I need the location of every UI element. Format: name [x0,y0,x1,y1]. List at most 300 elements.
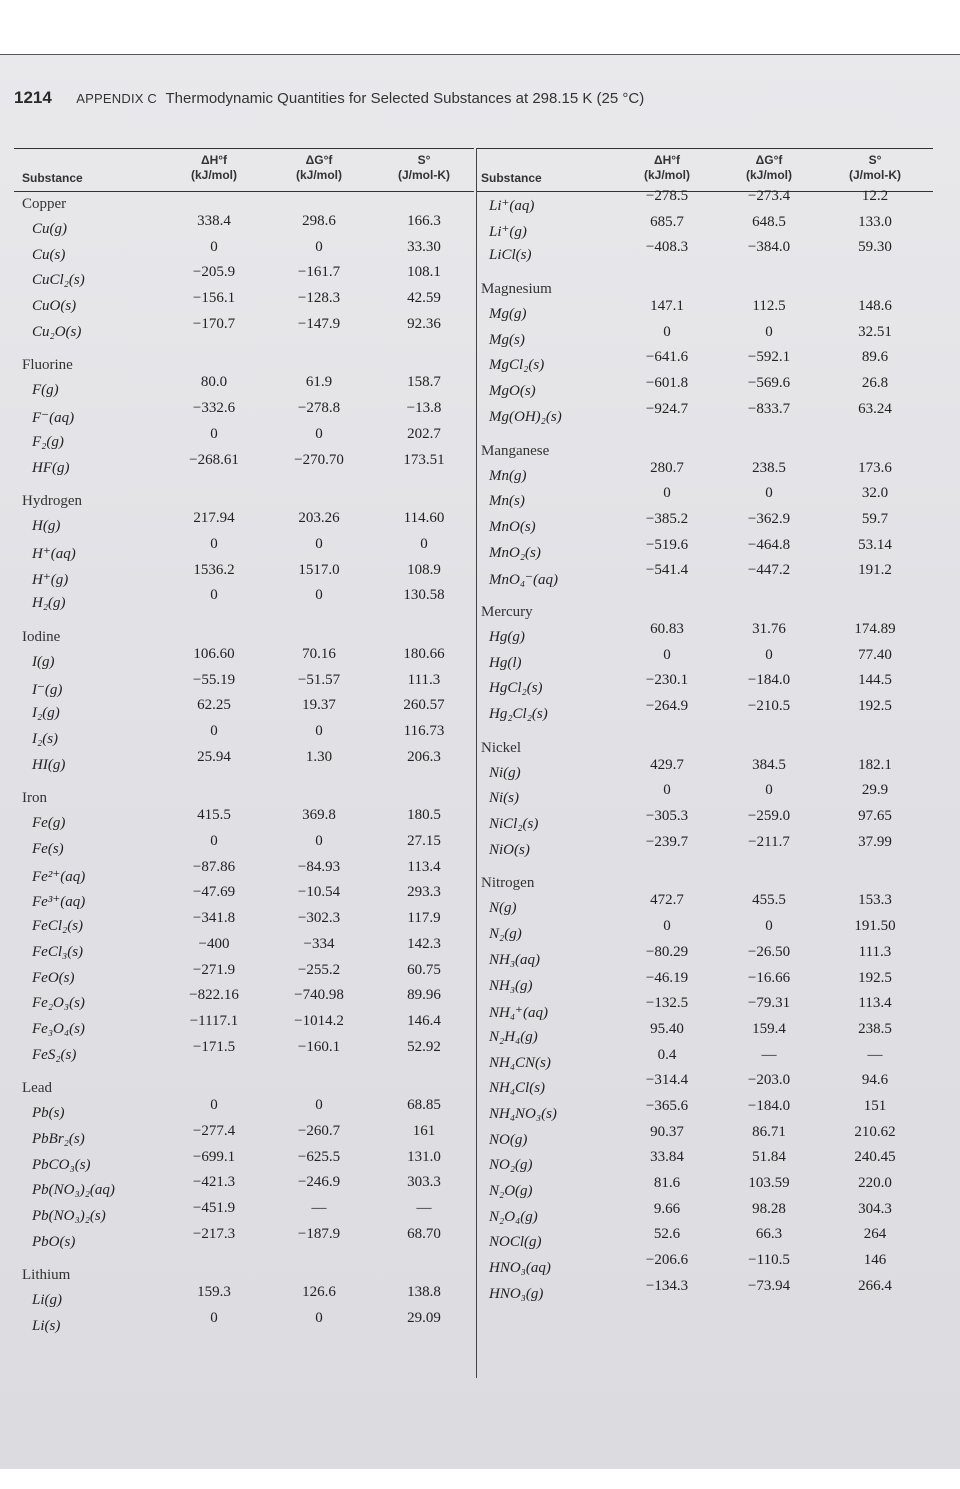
substance-cell: MgCl₂(s) [489,357,545,374]
dh-cell: −55.19 [192,671,236,688]
dg-cell: 103.59 [748,1175,790,1191]
group-name: Magnesium [481,281,552,298]
table-header [14,148,474,192]
entropy-cell: 304.3 [858,1200,892,1217]
entropy-cell: 293.3 [407,884,441,901]
substance-cell: I₂(g) [32,705,60,722]
table-row [14,1038,474,1069]
substance-cell: N₂O₄(g) [489,1208,538,1225]
entropy-cell: 111.3 [407,671,441,688]
table-row [14,1310,474,1340]
dh-cell: −277.4 [192,1122,236,1139]
substance-cell: Fe²⁺(aq) [32,868,86,885]
dh-cell: 0 [210,723,218,739]
group-name: Iodine [22,628,61,645]
entropy-cell: 77.40 [858,646,892,663]
entropy-cell: 182.1 [858,756,892,773]
substance-cell: Hg(g) [489,628,525,645]
dh-cell: −134.3 [645,1277,689,1294]
entropy-cell: 29.09 [407,1310,441,1327]
substance-cell: Mn(g) [489,467,527,484]
dh-cell: 1536.2 [193,561,235,578]
group-name: Fluorine [22,357,73,374]
table-row [14,587,474,617]
entropy-cell: 180.5 [407,807,441,824]
group-spacer [477,592,933,600]
entropy-cell: −13.8 [406,400,442,417]
dh-cell: −519.6 [645,536,689,553]
dg-cell: −128.3 [297,290,341,307]
entropy-cell: 220.0 [858,1175,892,1191]
dg-cell: 384.5 [752,756,786,773]
entropy-cell: 151 [863,1097,887,1114]
entropy-cell: 130.58 [403,587,445,604]
dh-cell: −408.3 [645,239,689,256]
substance-cell: CuO(s) [32,298,77,315]
dg-cell: 0 [765,782,773,799]
substance-cell: F(g) [32,382,59,399]
table-header [477,148,933,192]
entropy-cell: 53.14 [858,536,892,553]
dg-cell: 0 [315,587,323,604]
substance-group [14,353,474,481]
dg-cell: −79.31 [747,995,791,1012]
dh-cell: 159.3 [197,1284,231,1301]
dh-cell: 0 [663,646,671,663]
dh-cell: 280.7 [650,459,684,476]
substance-cell: NH₃(aq) [489,951,541,968]
dh-cell: −924.7 [645,400,689,417]
dg-cell: 298.6 [302,213,336,229]
substance-cell: N₂(g) [489,926,522,943]
col-dg [717,153,821,183]
entropy-cell: 153.3 [858,892,892,909]
substance-group [477,188,933,269]
substance-cell: PbCO₃(s) [32,1156,91,1173]
dg-cell: 0 [315,238,323,255]
entropy-cell: 206.3 [407,748,441,765]
substance-cell: I₂(s) [32,731,59,747]
dh-cell: 0 [663,485,671,502]
substance-cell: NH₃(g) [489,977,533,994]
col-s-label: S° [868,153,882,167]
dg-cell: 455.5 [752,892,786,909]
dh-cell: 62.25 [197,697,231,714]
entropy-cell: 133.0 [858,213,892,230]
dh-cell: 33.84 [650,1149,684,1166]
entropy-cell: 97.65 [858,808,892,825]
substance-group [477,277,933,430]
dh-cell: 0 [210,238,218,255]
substance-cell: Fe₂O₃(s) [32,995,85,1012]
substance-cell: Pb(NO₃)₂(aq) [32,1182,115,1199]
substance-group [14,489,474,617]
entropy-cell: 59.30 [858,239,892,256]
dh-cell: −699.1 [192,1148,236,1165]
entropy-cell: 33.30 [407,238,441,255]
table-row [14,451,474,482]
table-row [477,562,933,592]
dh-cell: 415.5 [197,807,231,824]
dg-cell: 70.16 [302,645,336,662]
col-dg-unit: (kJ/mol) [295,168,342,182]
table-row [477,833,933,864]
substance-cell: I⁻(g) [32,681,63,698]
substance-group [14,192,474,345]
dh-cell: 147.1 [650,298,684,315]
dh-cell: −132.5 [645,995,689,1012]
dg-cell: 203.26 [298,510,340,527]
dg-cell: 51.84 [752,1149,786,1166]
group-name: Iron [22,790,47,807]
substance-cell: HNO₃(g) [489,1285,544,1302]
group-spacer [14,1255,474,1263]
col-dg-label: ΔG°f [305,153,333,167]
dg-cell: −110.5 [748,1252,790,1269]
dh-cell: −268.61 [189,451,239,468]
substance-cell: NOCl(g) [489,1234,542,1251]
dg-cell: 1517.0 [298,561,340,578]
dg-cell: 61.9 [305,374,333,391]
dg-cell: −84.93 [297,858,341,875]
col-s-unit: (J/mol-K) [849,168,901,182]
group-spacer [477,728,933,736]
dh-cell: −47.69 [192,884,236,901]
group-name: Copper [22,196,67,212]
dh-cell: 0 [210,1097,218,1114]
entropy-cell: 161 [412,1122,436,1139]
substance-cell: H⁺(aq) [32,545,76,562]
dg-cell: −160.1 [297,1038,341,1055]
dg-cell: −210.5 [747,698,791,714]
substance-cell: Ni(s) [489,790,519,807]
substance-cell: F₂(g) [32,433,64,450]
dg-cell: −447.2 [747,562,791,579]
substance-cell: FeO(s) [32,969,75,986]
entropy-cell: 138.8 [407,1284,441,1301]
dg-cell: −259.0 [747,808,791,825]
substance-cell: Li(s) [32,1318,61,1335]
dh-cell: −332.6 [192,400,236,417]
entropy-cell: 174.89 [854,620,896,637]
entropy-cell: 29.9 [861,782,889,799]
substance-cell: Li⁺(g) [489,223,527,240]
entropy-cell: 113.4 [407,858,441,875]
entropy-cell: 191.2 [858,562,892,579]
dg-cell: 159.4 [752,1020,786,1037]
substance-cell: Mg(OH)₂(s) [489,408,562,425]
entropy-cell: 166.3 [407,213,441,229]
dg-cell: 0 [315,723,323,739]
dh-cell: 81.6 [653,1175,681,1191]
table-row [477,1277,933,1308]
dg-cell: 126.6 [302,1284,336,1301]
group-name: Nickel [481,739,521,756]
dg-cell: −147.9 [297,315,341,332]
entropy-cell: 27.15 [407,833,441,850]
substance-cell: NH₄⁺(aq) [489,1005,548,1022]
entropy-cell: 108.1 [407,264,441,281]
entropy-cell: 210.62 [854,1123,896,1140]
substance-cell: H₂(g) [32,595,66,612]
dh-cell: −46.19 [645,969,689,986]
dg-cell: 98.28 [752,1200,786,1217]
substance-cell: HI(g) [32,756,66,773]
entropy-cell: 26.8 [861,375,889,392]
table-row [477,400,933,431]
table-row [14,1225,474,1256]
substance-cell: H⁺(g) [32,571,69,588]
entropy-cell: 240.45 [854,1149,896,1166]
dh-cell: −230.1 [645,672,689,689]
dh-cell: 0 [210,425,218,442]
dg-cell: −334 [303,935,335,952]
entropy-cell: 116.73 [403,723,445,739]
dg-cell: 0 [765,323,773,340]
dh-cell: −400 [198,935,230,952]
dh-cell: 106.60 [193,645,235,662]
right-table [476,148,933,1378]
entropy-cell: 111.3 [858,943,892,960]
substance-cell: Mg(g) [489,306,527,323]
substance-cell: Hg₂Cl₂(s) [489,706,548,722]
dg-cell: 86.71 [752,1123,786,1140]
dh-cell: 52.6 [653,1226,681,1243]
group-spacer [477,863,933,871]
dg-cell: 0 [315,1310,323,1327]
col-dg-label: ΔG°f [755,153,783,167]
dg-cell: 0 [315,833,323,850]
page-number: 1214 [14,88,52,107]
entropy-cell: 117.9 [407,910,441,927]
col-dh [164,153,264,183]
substance-cell: NH₄NO₃(s) [489,1105,557,1122]
dh-cell: −822.16 [189,987,239,1004]
col-dh-unit: (kJ/mol) [190,168,237,182]
group-spacer [14,778,474,786]
dg-cell: −384.0 [747,239,791,256]
dh-cell: −80.29 [645,943,689,960]
dg-cell: 0 [765,646,773,663]
entropy-cell: 59.7 [861,510,889,527]
dg-cell: −569.6 [747,375,791,392]
dh-cell: 25.94 [197,748,231,765]
col-dh-label: ΔH°f [200,153,228,167]
substance-cell: NH₄CN(s) [489,1054,551,1071]
page-header [14,88,934,108]
group-spacer [14,1068,474,1076]
dh-cell: 0 [210,833,218,850]
dg-cell: −255.2 [297,961,341,978]
col-substance: Substance [22,171,83,185]
entropy-cell: 92.36 [407,315,441,332]
substance-cell: FeS₂(s) [32,1046,77,1063]
dh-cell: 0 [663,782,671,799]
dh-cell: −305.3 [645,808,689,825]
entropy-cell: 32.0 [861,485,889,502]
entropy-cell: 32.51 [858,323,892,340]
substance-group [477,871,933,1307]
dg-cell: −833.7 [747,400,791,417]
group-spacer [14,345,474,353]
table-row [477,239,933,269]
dh-cell: 90.37 [650,1123,684,1140]
dg-cell: −362.9 [747,510,791,527]
entropy-cell: 89.96 [407,987,441,1004]
group-name: Lithium [22,1267,71,1284]
substance-cell: NO(g) [489,1131,528,1148]
dh-cell: −170.7 [192,315,236,332]
dh-cell: 80.0 [200,374,228,391]
substance-cell: Pb(s) [32,1105,65,1122]
dh-cell: −87.86 [192,858,236,875]
dh-cell: −171.5 [192,1038,236,1055]
substance-cell: Fe³⁺(aq) [32,894,86,911]
dh-cell: 685.7 [650,213,684,230]
substance-cell: MnO₄⁻(aq) [489,572,558,589]
dh-cell: 429.7 [650,756,684,773]
substance-cell: Li⁺(aq) [489,198,535,214]
substance-group [14,786,474,1068]
dg-cell: 66.3 [755,1226,783,1243]
dg-cell: −26.50 [747,943,791,960]
dh-cell: −278.5 [645,188,689,204]
dg-cell: −187.9 [297,1225,341,1242]
dg-cell: −464.8 [747,536,791,553]
entropy-cell: 146.4 [407,1012,441,1029]
dh-cell: 338.4 [197,213,231,229]
page-title: Thermodynamic Quantities for Selected Substances at 298.15 K (25 °C) [165,90,645,107]
substance-cell: Pb(NO₃)₂(s) [32,1208,106,1224]
substance-cell: Hg(l) [489,654,522,671]
substance-group [14,625,474,778]
dg-cell: −211.7 [748,833,790,850]
dg-cell: 0 [765,918,773,935]
dh-cell: −421.3 [192,1174,236,1191]
dh-cell: −314.4 [645,1072,689,1089]
dg-cell: −16.66 [747,969,791,986]
entropy-cell: 52.92 [407,1038,441,1055]
col-dh-unit: (kJ/mol) [643,168,690,182]
dh-cell: −156.1 [192,290,236,307]
substance-cell: HgCl₂(s) [489,680,543,697]
dh-cell: −264.9 [645,698,689,714]
left-table [14,148,474,1340]
group-spacer [14,481,474,489]
dh-cell: −1117.1 [189,1012,239,1029]
dh-cell: −217.3 [192,1225,236,1242]
entropy-cell: 0 [420,535,428,552]
dg-cell: −51.57 [297,671,341,688]
dg-cell: −184.0 [747,672,791,689]
dg-cell: −625.5 [297,1148,341,1165]
entropy-cell: 60.75 [407,961,441,978]
dh-cell: 0 [663,323,671,340]
entropy-cell: 180.66 [403,645,445,662]
dg-cell: −161.7 [297,264,341,281]
group-spacer [14,617,474,625]
substance-cell: Fe(s) [32,841,64,858]
dg-cell: −184.0 [747,1097,791,1114]
entropy-cell: 146 [863,1252,887,1269]
group-name: Manganese [481,442,550,459]
col-dg-unit: (kJ/mol) [745,168,792,182]
substance-cell: FeCl₃(s) [32,943,84,960]
dh-cell: −341.8 [192,910,236,927]
dh-cell: 0 [210,587,218,604]
entropy-cell: 68.70 [407,1225,441,1242]
entropy-cell: 68.85 [407,1097,441,1114]
entropy-cell: 202.7 [407,425,441,442]
entropy-cell: 148.6 [858,298,892,315]
entropy-cell: 238.5 [858,1020,892,1037]
substance-cell: HF(g) [32,459,70,476]
entropy-cell: 42.59 [407,290,441,307]
left-table-body [14,192,474,1340]
substance-cell: N(g) [489,900,517,917]
substance-cell: MnO₂(s) [489,544,541,561]
substance-cell: PbO(s) [32,1233,76,1250]
substance-cell: H(g) [32,518,61,535]
entropy-cell: 63.24 [858,400,892,417]
group-name: Lead [22,1080,52,1097]
entropy-cell: 108.9 [407,561,441,578]
entropy-cell: 303.3 [407,1174,441,1191]
group-name: Nitrogen [481,875,535,892]
dg-cell: −592.1 [747,349,791,366]
right-table-body [477,188,933,1307]
dh-cell: −541.4 [645,562,689,579]
dg-cell: 0 [315,425,323,442]
dg-cell: 112.5 [752,298,786,315]
dg-cell: −273.4 [747,188,791,204]
dg-cell: 1.30 [305,748,333,765]
group-spacer [477,431,933,439]
substance-cell: MgO(s) [489,383,536,400]
substance-cell: Li(g) [32,1292,62,1309]
dg-cell: 31.76 [752,620,786,637]
entropy-cell: 192.5 [858,969,892,986]
col-s-label: S° [417,153,431,167]
dg-cell: 648.5 [752,213,786,230]
group-spacer [477,269,933,277]
substance-cell: I(g) [32,653,55,670]
dh-cell: −205.9 [192,264,236,281]
substance-cell: LiCl(s) [489,247,532,264]
col-s-unit: (J/mol-K) [398,168,450,182]
dh-cell: 0 [663,918,671,935]
dh-cell: −365.6 [645,1097,689,1114]
dh-cell: −239.7 [645,833,689,850]
substance-cell: CuCl₂(s) [32,272,85,289]
substance-cell: NiCl₂(s) [489,816,539,833]
group-name: Hydrogen [22,493,82,510]
entropy-cell: 142.3 [407,935,441,952]
table-row [477,698,933,728]
group-name: Mercury [481,603,533,620]
dg-cell: −278.8 [297,400,341,417]
dg-cell: −302.3 [297,910,341,927]
entropy-cell: — [867,1046,883,1063]
col-dh-label: ΔH°f [653,153,681,167]
dg-cell: −10.54 [297,884,341,901]
entropy-cell: 192.5 [858,698,892,714]
col-dg [264,153,374,183]
table-row [14,748,474,779]
col-s [376,153,472,183]
substance-cell: NO₂(g) [489,1157,533,1174]
substance-cell: NH₄Cl(s) [489,1080,546,1097]
